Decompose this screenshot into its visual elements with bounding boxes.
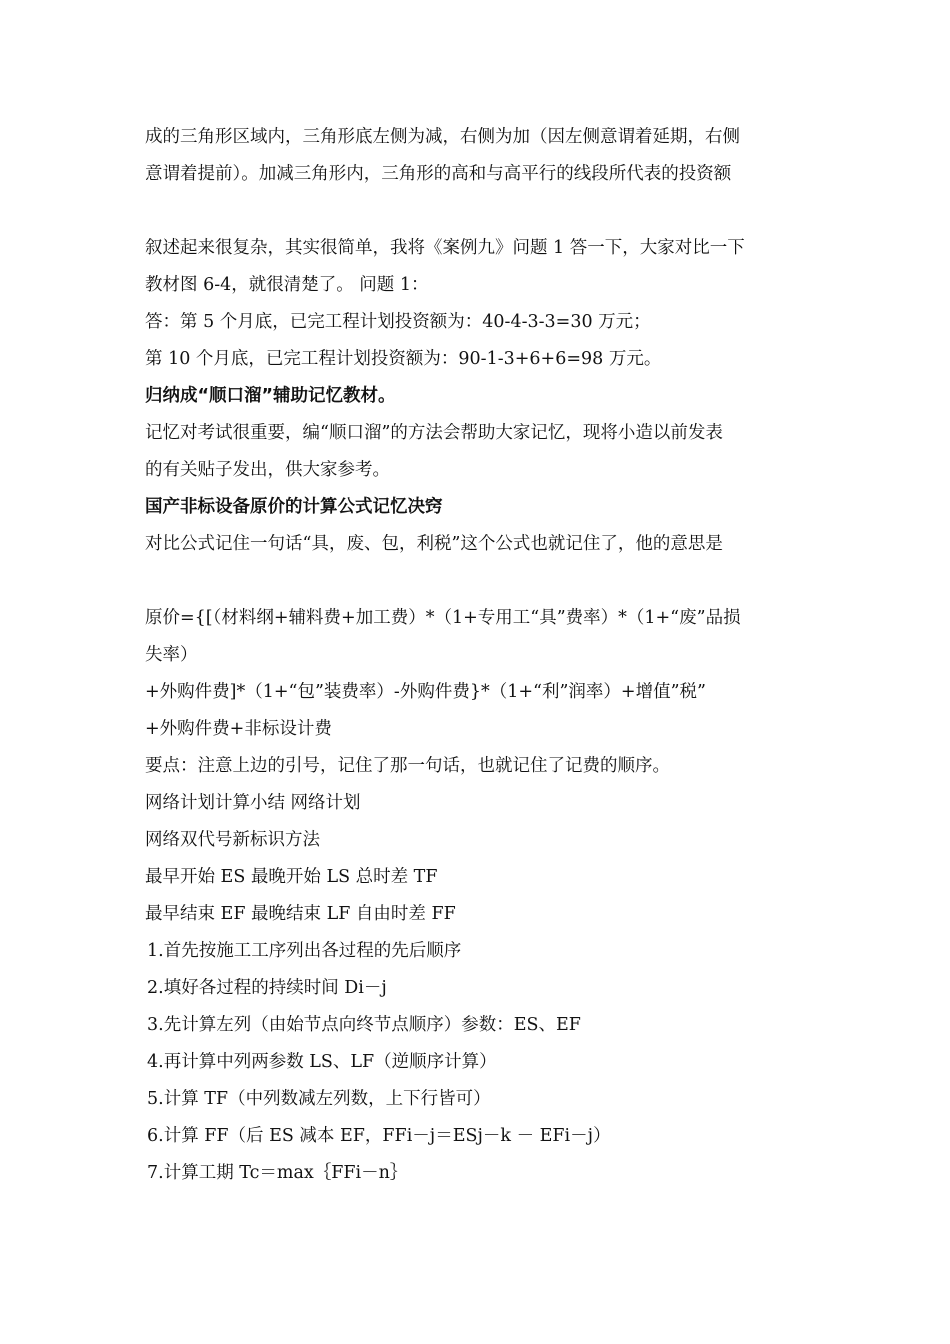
paragraph-line: 网络计划计算小结 网络计划 (145, 793, 361, 813)
step-item: 5.计算 TF（中列数减左列数，上下行皆可） (147, 1089, 491, 1109)
paragraph-line: 记忆对考试很重要，编“顺口溜”的方法会帮助大家记忆，现将小造以前发表 (145, 423, 723, 443)
paragraph-line: 叙述起来很复杂，其实很简单，我将《案例九》问题 1 答一下，大家对比一下 (145, 238, 745, 258)
paragraph-line: 的有关贴子发出，供大家参考。 (145, 460, 390, 480)
step-item: 4.再计算中列两参数 LS、LF（逆顺序计算） (147, 1052, 497, 1072)
section-heading: 国产非标设备原价的计算公式记忆决窍 (145, 497, 443, 517)
section-heading: 归纳成“顺口溜”辅助记忆教材。 (145, 386, 396, 406)
answer-line: 第 10 个月底，已完工程计划投资额为：90-1-3+6+6=98 万元。 (145, 349, 662, 369)
formula-line: +外购件费]*（1+“包”装费率）-外购件费}*（1+“利”润率）+增值”税” (145, 682, 706, 702)
step-item: 7.计算工期 Tc＝max｛FFi－n｝ (147, 1163, 408, 1183)
step-item: 1.首先按施工工序列出各过程的先后顺序 (147, 941, 462, 961)
paragraph-line: 对比公式记住一句话“具，废、包，利税”这个公式也就记住了，他的意思是 (145, 534, 723, 554)
step-item: 3.先计算左列（由始节点向终节点顺序）参数：ES、EF (147, 1015, 581, 1035)
formula-line: +外购件费+非标设计费 (145, 719, 332, 739)
paragraph-line: 意谓着提前）。加减三角形内，三角形的高和与高平行的线段所代表的投资额 (145, 164, 732, 184)
paragraph-line: 成的三角形区域内，三角形底左侧为减，右侧为加（因左侧意谓着延期，右侧 (145, 127, 740, 147)
step-item: 6.计算 FF（后 ES 减本 EF，FFi－j＝ESj－k － EFi－j） (147, 1126, 611, 1146)
paragraph-line: 网络双代号新标识方法 (145, 830, 320, 850)
paragraph-line: 教材图 6-4，就很清楚了。 问题 1： (145, 275, 429, 295)
paragraph-line: 要点：注意上边的引号，记住了那一句话，也就记住了记费的顺序。 (145, 756, 670, 776)
answer-line: 答：第 5 个月底，已完工程计划投资额为：40-4-3-3=30 万元； (145, 312, 651, 332)
step-item: 2.填好各过程的持续时间 Di－j (147, 978, 387, 998)
formula-line: 原价={[（材料纲+辅料费+加工费）*（1+专用工“具”费率）*（1+“废”品损 (145, 608, 741, 628)
formula-line: 失率） (145, 645, 198, 665)
paragraph-line: 最早开始 ES 最晚开始 LS 总时差 TF (145, 867, 438, 887)
paragraph-line: 最早结束 EF 最晚结束 LF 自由时差 FF (145, 904, 456, 924)
